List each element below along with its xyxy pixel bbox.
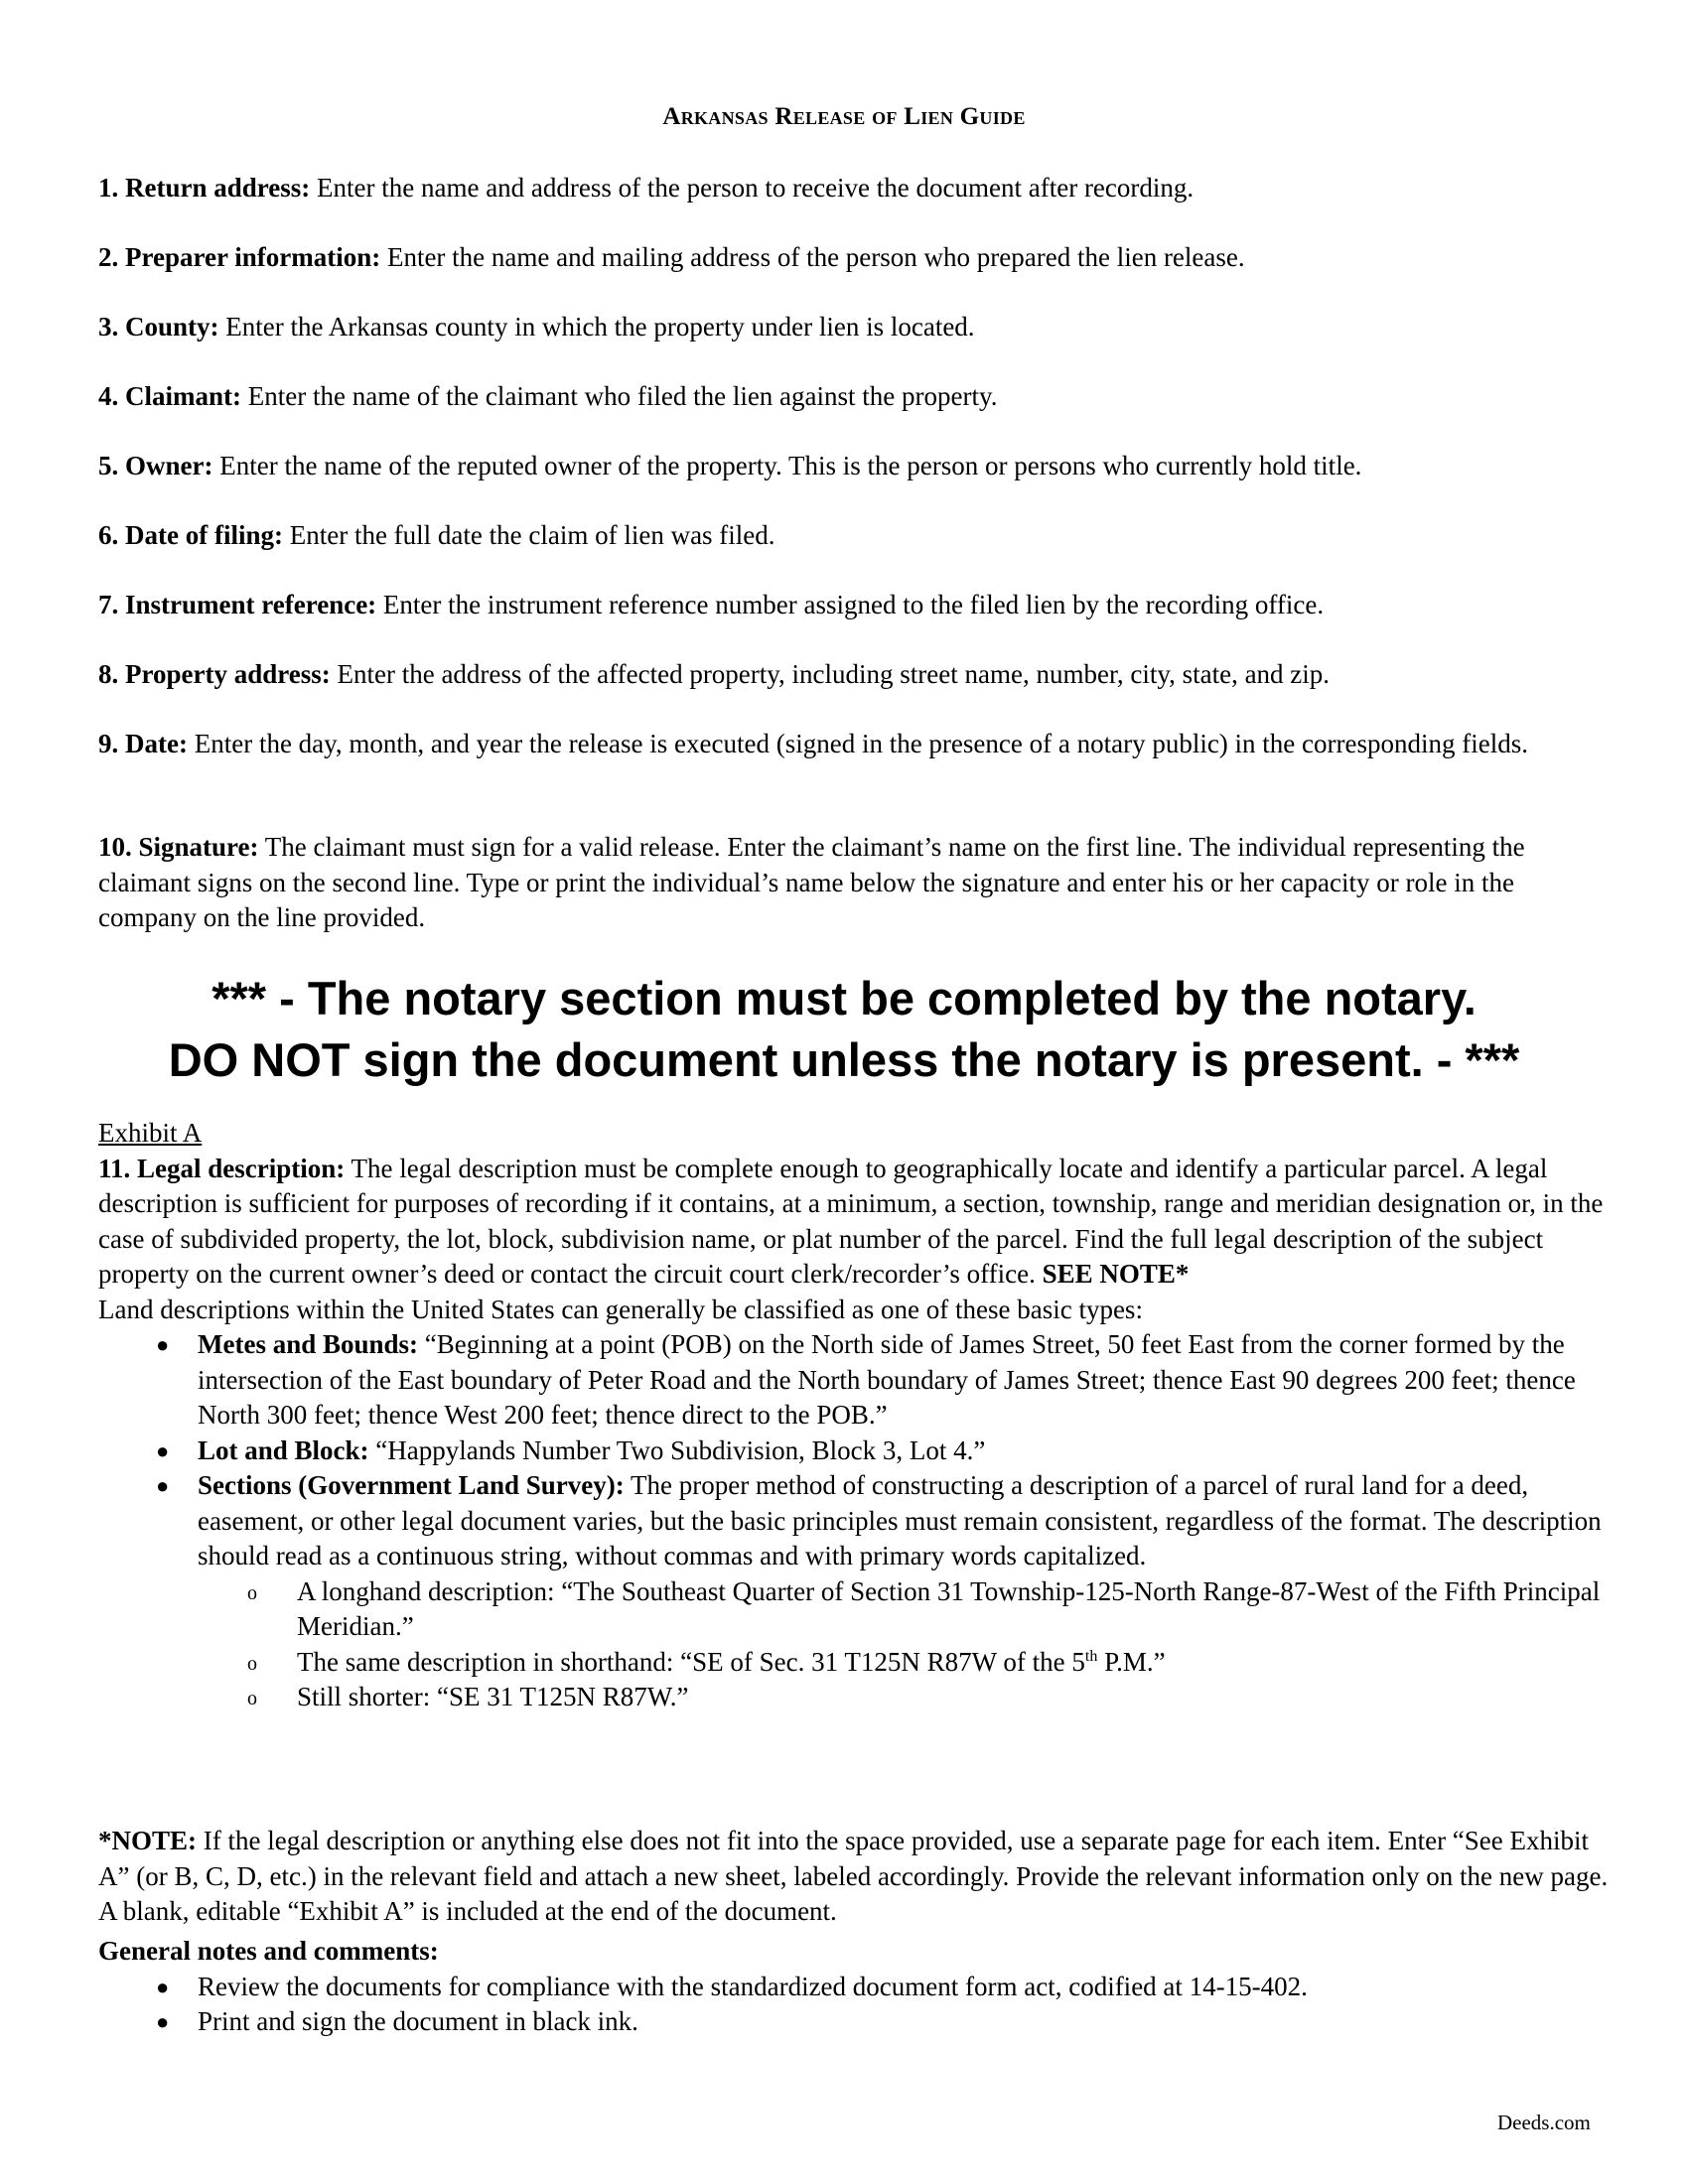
list-item <box>98 2004 1618 2040</box>
bullet-icon: ● <box>156 1437 170 1463</box>
notary-warning-line: DO NOT sign the document unless the notary is present. - *** <box>168 1033 1520 1086</box>
land-types-intro: Land descriptions within the United States can generally be classified as one of these basic types: <box>98 1294 1143 1324</box>
general-notes-list <box>98 1970 1618 2040</box>
item-label: 6. Date of filing: <box>98 520 283 550</box>
land-type-label: Lot and Block: <box>198 1434 369 1465</box>
item-label: 9. Date: <box>98 729 188 758</box>
item-owner <box>98 449 1608 484</box>
item-date-of-filing <box>98 518 1608 554</box>
land-type-text: “Beginning at a point (POB) on the North side of James Street, 50 feet East from the corner formed by the intersection of the East boundary of Peter Road and the North boundary of James Street; thence East 90 degrees 200 feet; thence North 300 feet; thence West 200 feet; thence direct to the POB.” <box>198 1329 1576 1430</box>
land-type-label: Sections (Government Land Survey): <box>198 1470 625 1500</box>
item-label: 7. Instrument reference: <box>98 590 377 619</box>
item-county <box>98 310 1608 345</box>
circle-bullet-icon: o <box>247 1688 257 1709</box>
item-text: Enter the name and address of the person to receive the document after recording. <box>310 173 1195 203</box>
item-date <box>98 727 1608 762</box>
item-text: Enter the Arkansas county in which the property under lien is located. <box>218 312 975 341</box>
list-item <box>98 1970 1618 2005</box>
shorthand-example <box>297 1647 1166 1677</box>
land-type-label: Metes and Bounds: <box>198 1329 419 1359</box>
item-label: 8. Property address: <box>98 659 331 689</box>
note-text: If the legal description or anything else does not fit into the space provided, use a separate page for each item. Enter “See Exhibit A” (or B, C, D, etc.) in the relevant field and attach a new sheet, labeled accordingly. Provide the relevant information only on the new page. A blank, editable “Exhibit A” is included at the end of the document. <box>98 1826 1609 1926</box>
item-preparer-information <box>98 240 1608 276</box>
see-note-label: SEE NOTE* <box>1042 1259 1190 1289</box>
legal-description-label: 11. Legal description: <box>98 1153 346 1183</box>
list-item <box>198 1574 1618 1645</box>
land-types-list <box>98 1327 1618 1715</box>
exhibit-section <box>98 1116 1618 1715</box>
item-text: Enter the address of the affected property, including street name, number, city, state, and zip. <box>330 659 1331 689</box>
item-label: 1. Return address: <box>98 173 311 203</box>
shorthand-text-end: P.M.” <box>1097 1646 1166 1677</box>
item-return-address <box>98 171 1608 206</box>
list-item <box>98 1327 1618 1433</box>
item-text: Enter the name of the reputed owner of the property. This is the person or persons who currently hold title. <box>212 451 1362 480</box>
footer-brand: Deeds.com <box>1497 2111 1591 2134</box>
list-item <box>198 1645 1618 1681</box>
sections-examples-list <box>198 1574 1618 1715</box>
shorthand-text: The same description in shorthand: “SE of Sec. 31 T125N R87W of the 5 <box>297 1646 1085 1677</box>
item-text: Enter the full date the claim of lien was filed. <box>282 520 775 550</box>
item-text: Enter the name and mailing address of the person who prepared the lien release. <box>380 242 1245 272</box>
item-instrument-reference <box>98 588 1608 623</box>
general-notes-heading: General notes and comments: <box>98 1936 439 1966</box>
item-text: Enter the day, month, and year the release is executed (signed in the presence of a notary public) in the corresponding fields. <box>187 729 1528 758</box>
ordinal-suffix: th <box>1084 1647 1098 1665</box>
land-type-text: The proper method of constructing a description of a parcel of rural land for a deed, easement, or other legal document varies, but the basic principles must remain consistent, regardless of the format. The description should read as a continuous string, without commas and with primary words capitalized. <box>198 1470 1602 1570</box>
general-note-text: Review the documents for compliance with the standardized document form act, codified at 14-15-402. <box>198 1971 1308 2001</box>
item-signature <box>98 830 1608 936</box>
page-title: Arkansas Release of Lien Guide <box>662 103 1026 130</box>
general-notes <box>98 1934 1618 2040</box>
item-label: 4. Claimant: <box>98 381 241 411</box>
item-label: 10. Signature: <box>98 832 259 862</box>
longhand-example: A longhand description: “The Southeast Quarter of Section 31 Township-125-North Range-87-West of the Fifth Principal Meridian.” <box>297 1575 1601 1641</box>
circle-bullet-icon: o <box>247 1652 257 1675</box>
general-note-text: Print and sign the document in black ink. <box>198 2006 638 2036</box>
bullet-icon: ● <box>156 1332 170 1357</box>
exhibit-heading: Exhibit A <box>98 1118 203 1148</box>
item-label: 2. Preparer information: <box>98 242 381 272</box>
list-item <box>98 1433 1618 1469</box>
circle-bullet-icon: o <box>247 1581 257 1604</box>
item-label: 5. Owner: <box>98 451 213 480</box>
item-text: Enter the name of the claimant who filed the lien against the property. <box>241 381 998 411</box>
legal-description-text: The legal description must be complete enough to geographically locate and identify a particular parcel. A legal description is sufficient for purposes of recording if it contains, at a minimum, a section, township, range and meridian designation or, in the case of subdivided property, the lot, block, subdivision name, or plat number of the parcel. Find the full legal description of the subject property on the current owner’s deed or contact the circuit court clerk/recorder’s office. <box>98 1153 1604 1289</box>
item-label: 3. County: <box>98 312 219 341</box>
item-text: Enter the instrument reference number assigned to the filed lien by the recording office. <box>376 590 1325 619</box>
list-item <box>98 1468 1618 1715</box>
list-item <box>198 1680 1618 1715</box>
land-type-text: “Happylands Number Two Subdivision, Block 3, Lot 4.” <box>368 1434 986 1465</box>
item-property-address <box>98 657 1608 693</box>
legal-description <box>98 1152 1618 1293</box>
item-claimant <box>98 379 1608 415</box>
notary-warning-line: *** - The notary section must be completed by the notary. <box>211 972 1477 1024</box>
note-paragraph <box>98 1824 1618 1930</box>
notary-warning <box>0 968 1688 1091</box>
note-label: *NOTE: <box>98 1826 198 1855</box>
bullet-icon: ● <box>156 1473 170 1498</box>
item-text: The claimant must sign for a valid release. Enter the claimant’s name on the first line. The individual representing the claimant signs on the second line. Type or print the individual’s name below the signature and enter his or her capacity or role in the company on the line provided. <box>98 832 1525 932</box>
bullet-icon: ● <box>156 1974 170 1999</box>
shorter-example: Still shorter: “SE 31 T125N R87W.” <box>297 1682 689 1711</box>
bullet-icon: ● <box>156 2009 170 2034</box>
